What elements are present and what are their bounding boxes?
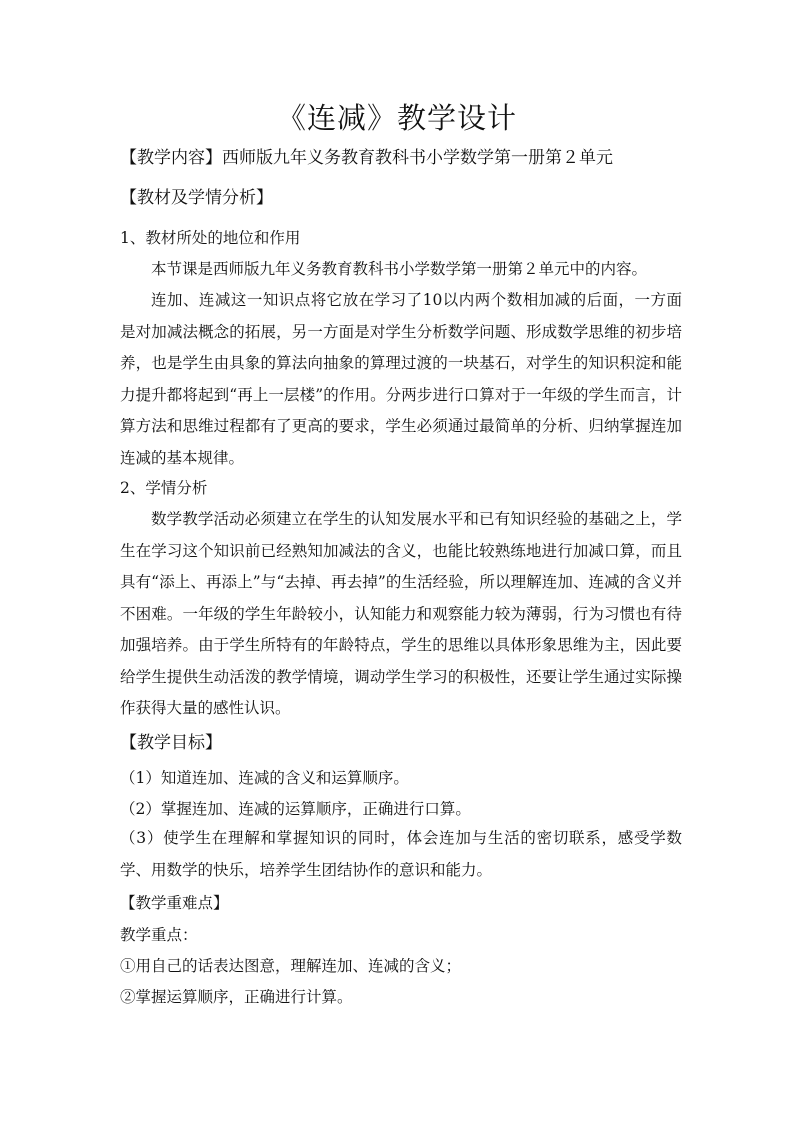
document-title: 《连减》教学设计 xyxy=(276,101,517,135)
teaching-content-line xyxy=(120,148,680,168)
objectives-heading: 【教学目标】 xyxy=(120,733,222,753)
section2-heading: 2、学情分析 xyxy=(120,479,208,497)
section1-paragraph-2: 连加、连减这一知识点将它放在学习了10以内两个数相加减的后面，一方面是对加减法概念的拓展，另一方面是对学生分析数学问题、形成数学思维的初步培养，也是学生由具象的算法向抽象的算理过渡的一块基石，对学生的知识积淀和能力提升都将起到“再上一层楼”的作用。分两步进行口算对于一年级的学生而言，计算方法和思维过程都有了更高的要求，学生必须通过最简单的分析、归纳掌握连加连减的基本规律。 xyxy=(120,291,682,467)
section1-paragraph-1: 本节课是西师版九年义务教育教科书小学数学第一册第２单元中的内容。 xyxy=(151,260,648,278)
key-points-heading: 【教学重难点】 xyxy=(120,894,229,912)
key-point-item: ①用自己的话表达图意，理解连加、连减的含义； xyxy=(120,957,462,975)
teaching-content-label: 【教学内容】 xyxy=(120,148,222,168)
section2-paragraph-1: 数学教学活动必须建立在学生的认知发展水平和已有知识经验的基础之上，学生在学习这个知识前已经熟知加减法的含义，也能比较熟练地进行加减口算，而且具有“添上、再添上”与“去掉、再去掉”的生活经验，所以理解连加、连减的含义并不困难。一年级的学生年龄较小，认知能力和观察能力较为薄弱，行为习惯也有待加强培养。由于学生所特有的年龄特点，学生的思维以具体形象思维为主，因此要给学生提供生动活泼的教学情境，调动学生学习的积极性，还要让学生通过实际操作获得大量的感性认识。 xyxy=(120,510,682,717)
key-points-subheading: 教学重点： xyxy=(120,926,198,944)
section1-heading: 1、教材所处的地位和作用 xyxy=(120,229,301,247)
objective-item: （1）知道连加、连减的含义和运算顺序。 xyxy=(120,769,409,787)
analysis-heading: 【教材及学情分析】 xyxy=(120,188,273,208)
objective-item: （3）使学生在理解和掌握知识的同时，体会连加与生活的密切联系，感受学数学、用数学的快乐，培养学生团结协作的意识和能力。 xyxy=(120,829,682,879)
objective-item: （2）掌握连加、连减的运算顺序，正确进行口算。 xyxy=(120,800,471,818)
teaching-content-text: 西师版九年义务教育教科书小学数学第一册第２单元 xyxy=(222,148,613,168)
key-point-item: ②掌握运算顺序，正确进行计算。 xyxy=(120,988,353,1006)
